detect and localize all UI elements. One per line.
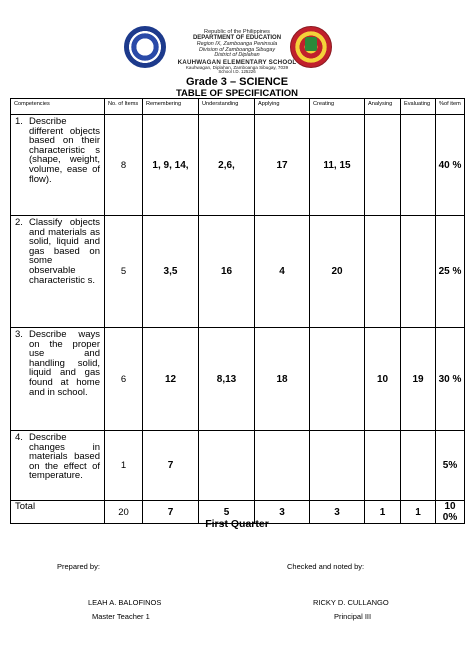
- header-creating: Creating: [310, 99, 365, 115]
- percent-cell: 25 %: [436, 216, 465, 328]
- header-remembering: Remembering: [143, 99, 199, 115]
- header-republic: Republic of the Philippines: [204, 29, 270, 35]
- total-analysing: 1: [365, 501, 401, 524]
- prepared-by-label: Prepared by:: [57, 562, 100, 571]
- understanding-cell: [199, 431, 255, 501]
- document-title: Grade 3 – SCIENCE: [185, 76, 289, 88]
- understanding-cell: 2,6,: [199, 115, 255, 216]
- percent-cell: 30 %: [436, 328, 465, 431]
- competency-number: 3.: [15, 329, 23, 340]
- remembering-cell: 7: [143, 431, 199, 501]
- checker-title: Principal III: [334, 612, 372, 621]
- items-cell: 6: [105, 328, 143, 431]
- applying-cell: 4: [255, 216, 310, 328]
- table-row: [11, 328, 465, 431]
- competency-number: 4.: [15, 432, 23, 443]
- competency-number: 1.: [15, 116, 23, 127]
- evaluating-cell: [401, 216, 436, 328]
- analysing-cell: [365, 115, 401, 216]
- evaluating-cell: 19: [401, 328, 436, 431]
- table-header-row: [11, 99, 465, 115]
- checked-by-label: Checked and noted by:: [287, 562, 365, 571]
- specification-table: [10, 98, 465, 524]
- competency-text: Classify objects and materials as solid, liquid and gas based on some observable characteristic s.: [29, 217, 100, 286]
- competency-cell: [11, 115, 105, 216]
- competency-text: Describe different objects based on their characteristic s (shape, weight, volume, ease of flow).: [29, 116, 100, 185]
- table-row: [11, 115, 465, 216]
- total-creating: 3: [310, 501, 365, 524]
- analysing-cell: [365, 431, 401, 501]
- header-applying: Applying: [255, 99, 310, 115]
- table-row: [11, 216, 465, 328]
- table-row: [11, 431, 465, 501]
- total-label: Total: [11, 501, 105, 524]
- total-applying: 3: [255, 501, 310, 524]
- quarter-label: First Quarter: [205, 518, 269, 530]
- creating-cell: [310, 431, 365, 501]
- items-cell: 5: [105, 216, 143, 328]
- analysing-cell: 10: [365, 328, 401, 431]
- total-remembering: 7: [143, 501, 199, 524]
- percent-cell: 5%: [436, 431, 465, 501]
- total-understanding: 5: [199, 501, 255, 524]
- remembering-cell: 12: [143, 328, 199, 431]
- total-evaluating: 1: [401, 501, 436, 524]
- creating-cell: 11, 15: [310, 115, 365, 216]
- analysing-cell: [365, 216, 401, 328]
- header-school-name: KAUHWAGAN ELEMENTARY SCHOOL: [177, 58, 297, 66]
- applying-cell: 18: [255, 328, 310, 431]
- document-subtitle: TABLE OF SPECIFICATION: [175, 88, 299, 99]
- header-division: Division of Zamboanga Sibugay: [198, 46, 276, 53]
- header-analysing: Analysing: [365, 99, 401, 115]
- header-address: Kauhwagan, Diplahan, Zamboanga Sibugay, 7039: [185, 64, 289, 70]
- applying-cell: [255, 431, 310, 501]
- competency-number: 2.: [15, 217, 23, 228]
- header-no-of-items: No. of Items: [105, 99, 143, 115]
- header-district: District of Diplahan: [214, 52, 260, 58]
- header-evaluating: Evaluating: [401, 99, 436, 115]
- preparer-title: Master Teacher 1: [92, 612, 150, 621]
- understanding-cell: 16: [199, 216, 255, 328]
- creating-cell: [310, 328, 365, 431]
- evaluating-cell: [401, 115, 436, 216]
- header-percent-of-item: %of item: [436, 99, 465, 115]
- header-school-id: School I.D. 125226: [218, 69, 256, 74]
- competency-cell: [11, 216, 105, 328]
- competency-text: Describe ways on the proper use and handling solid, liquid and gas found at home and in school.: [29, 329, 100, 398]
- header-understanding: Understanding: [199, 99, 255, 115]
- evaluating-cell: [401, 431, 436, 501]
- applying-cell: 17: [255, 115, 310, 216]
- percent-cell: 40 %: [436, 115, 465, 216]
- creating-cell: 20: [310, 216, 365, 328]
- header-competencies: Competencies: [11, 99, 105, 115]
- preparer-name: LEAH A. BALOFINOS: [88, 598, 162, 607]
- header-department: DEPARTMENT OF EDUCATION: [192, 35, 282, 41]
- checker-name: RICKY D. CULLANGO: [313, 598, 389, 607]
- total-percent: 10 0%: [436, 501, 465, 524]
- competency-text: Describe changes in materials based on the effect of temperature.: [29, 432, 100, 482]
- competency-cell: [11, 431, 105, 501]
- remembering-cell: 1, 9, 14,: [143, 115, 199, 216]
- understanding-cell: 8,13: [199, 328, 255, 431]
- items-cell: 1: [105, 431, 143, 501]
- remembering-cell: 3,5: [143, 216, 199, 328]
- header-region: Region IX, Zamboanga Peninsula: [196, 41, 278, 47]
- competency-cell: [11, 328, 105, 431]
- items-cell: 8: [105, 115, 143, 216]
- total-items: 20: [105, 501, 143, 524]
